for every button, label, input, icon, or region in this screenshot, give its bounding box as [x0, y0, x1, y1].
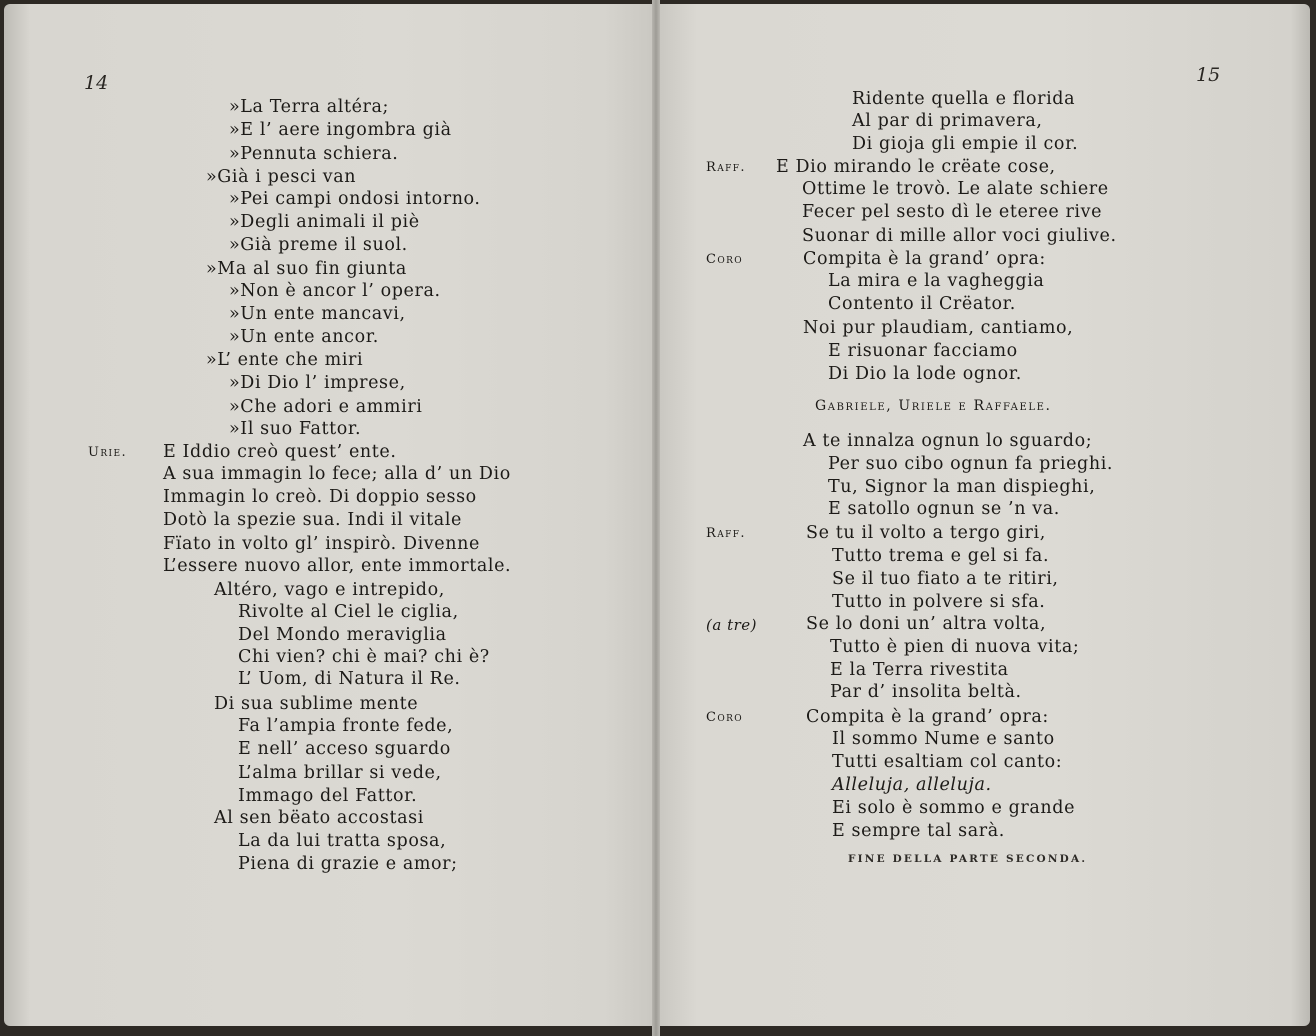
text-line: E nell’ acceso sguardo	[238, 739, 451, 759]
page-number-left: 14	[84, 72, 109, 94]
text-line: Suonar di mille allor voci giulive.	[802, 226, 1117, 246]
speaker-label: Coro	[706, 710, 744, 725]
text-line: Tutti esaltiam col canto:	[832, 752, 1063, 772]
text-line: Di sua sublime mente	[214, 694, 419, 714]
speaker-label: Coro	[706, 252, 744, 267]
text-line: Immagin lo creò. Di doppio sesso	[163, 487, 477, 507]
text-line: E satollo ognun se ’n va.	[828, 499, 1060, 519]
text-line: Al sen bëato accostasi	[214, 808, 424, 828]
text-line: Par d’ insolita beltà.	[830, 682, 1022, 702]
text-line: Rivolte al Ciel le ciglia,	[238, 602, 459, 622]
speaker-label: Urie.	[88, 445, 127, 460]
text-line: Se tu il volto a tergo giri,	[806, 523, 1046, 543]
text-line: »Di Dio l’ imprese,	[229, 373, 406, 393]
text-line: Ei solo è sommo e grande	[832, 798, 1076, 818]
text-line: Altéro, vago e intrepido,	[214, 580, 445, 600]
text-line: Di Dio la lode ognor.	[828, 364, 1022, 384]
text-line: A te innalza ognun lo sguardo;	[803, 431, 1093, 451]
text-line: Chi vien? chi è mai? chi è?	[238, 647, 490, 667]
text-line: E la Terra rivestita	[830, 660, 1009, 680]
text-line: L’alma brillar si vede,	[238, 763, 442, 783]
text-line: E sempre tal sarà.	[832, 821, 1005, 841]
text-line: Se lo doni un’ altra volta,	[806, 614, 1047, 634]
text-line: »Il suo Fattor.	[229, 419, 362, 439]
text-line: Compita è la grand’ opra:	[806, 707, 1049, 727]
text-line: L’essere nuovo allor, ente immortale.	[163, 556, 512, 576]
text-line: Al par di primavera,	[852, 111, 1043, 131]
text-line: Tutto in polvere si sfa.	[832, 592, 1046, 612]
text-line: Fïato in volto gl’ inspirò. Divenne	[163, 534, 480, 554]
text-line: E Dio mirando le crëate cose,	[776, 157, 1056, 177]
book-gutter	[652, 0, 660, 1036]
text-line: »Ma al suo fin giunta	[206, 259, 407, 279]
text-line: »L’ ente che miri	[206, 350, 364, 370]
text-line: Piena di grazie e amor;	[238, 854, 458, 874]
text-line: »Già i pesci van	[206, 167, 357, 187]
text-line: »Già preme il suol.	[229, 235, 408, 255]
text-line: »Un ente mancavi,	[229, 304, 406, 324]
speaker-label: (a tre)	[706, 616, 757, 634]
speaker-label: Raff.	[706, 160, 746, 175]
text-line: Tutto è pien di nuova vita;	[830, 637, 1080, 657]
text-line: »Non è ancor l’ opera.	[229, 281, 441, 301]
text-line: Compita è la grand’ opra:	[803, 249, 1046, 269]
text-line: Il sommo Nume e santo	[832, 729, 1055, 749]
text-line: Fecer pel sesto dì le eteree rive	[802, 202, 1103, 222]
text-line: L’ Uom, di Natura il Re.	[238, 669, 461, 689]
text-line: Ottime le trovò. Le alate schiere	[802, 179, 1109, 199]
text-line: »Pennuta schiera.	[229, 144, 399, 164]
text-line: »Che adori e ammiri	[229, 397, 423, 417]
text-line: Tu, Signor la man dispieghi,	[828, 477, 1096, 497]
text-line: Fa l’ampia fronte fede,	[238, 716, 454, 736]
text-line: Del Mondo meraviglia	[238, 625, 447, 645]
text-line: Immago del Fattor.	[238, 786, 418, 806]
text-line: »Pei campi ondosi intorno.	[229, 189, 481, 209]
text-line: »E l’ aere ingombra già	[229, 120, 452, 140]
speaker-label: Raff.	[706, 526, 746, 541]
text-line: Dotò la spezie sua. Indi il vitale	[163, 510, 462, 530]
text-line: E Iddio creò quest’ ente.	[163, 442, 397, 462]
text-line: »Degli animali il piè	[229, 212, 420, 232]
text-line: Tutto trema e gel si fa.	[832, 546, 1050, 566]
text-line: »Un ente ancor.	[229, 327, 379, 347]
text-line: »La Terra altéra;	[229, 97, 390, 117]
text-line: Contento il Crëator.	[828, 294, 1016, 314]
text-line: Ridente quella e florida	[852, 89, 1076, 109]
closing-line: FINE DELLA PARTE SECONDA.	[848, 853, 1088, 865]
text-line: Se il tuo fiato a te ritiri,	[832, 569, 1059, 589]
page-number-right: 15	[1196, 64, 1221, 86]
section-heading: Gabriele, Uriele e Raffaele.	[815, 398, 1052, 414]
text-line: La mira e la vagheggia	[828, 271, 1045, 291]
text-line: E risuonar facciamo	[828, 341, 1018, 361]
text-line: Noi pur plaudiam, cantiamo,	[803, 318, 1074, 338]
text-line: Alleluja, alleluja.	[832, 775, 992, 795]
text-line: A sua immagin lo fece; alla d’ un Dio	[163, 464, 511, 484]
text-line: Di gioja gli empie il cor.	[852, 134, 1079, 154]
text-line: La da lui tratta sposa,	[238, 831, 447, 851]
text-line: Per suo cibo ognun fa prieghi.	[828, 454, 1114, 474]
